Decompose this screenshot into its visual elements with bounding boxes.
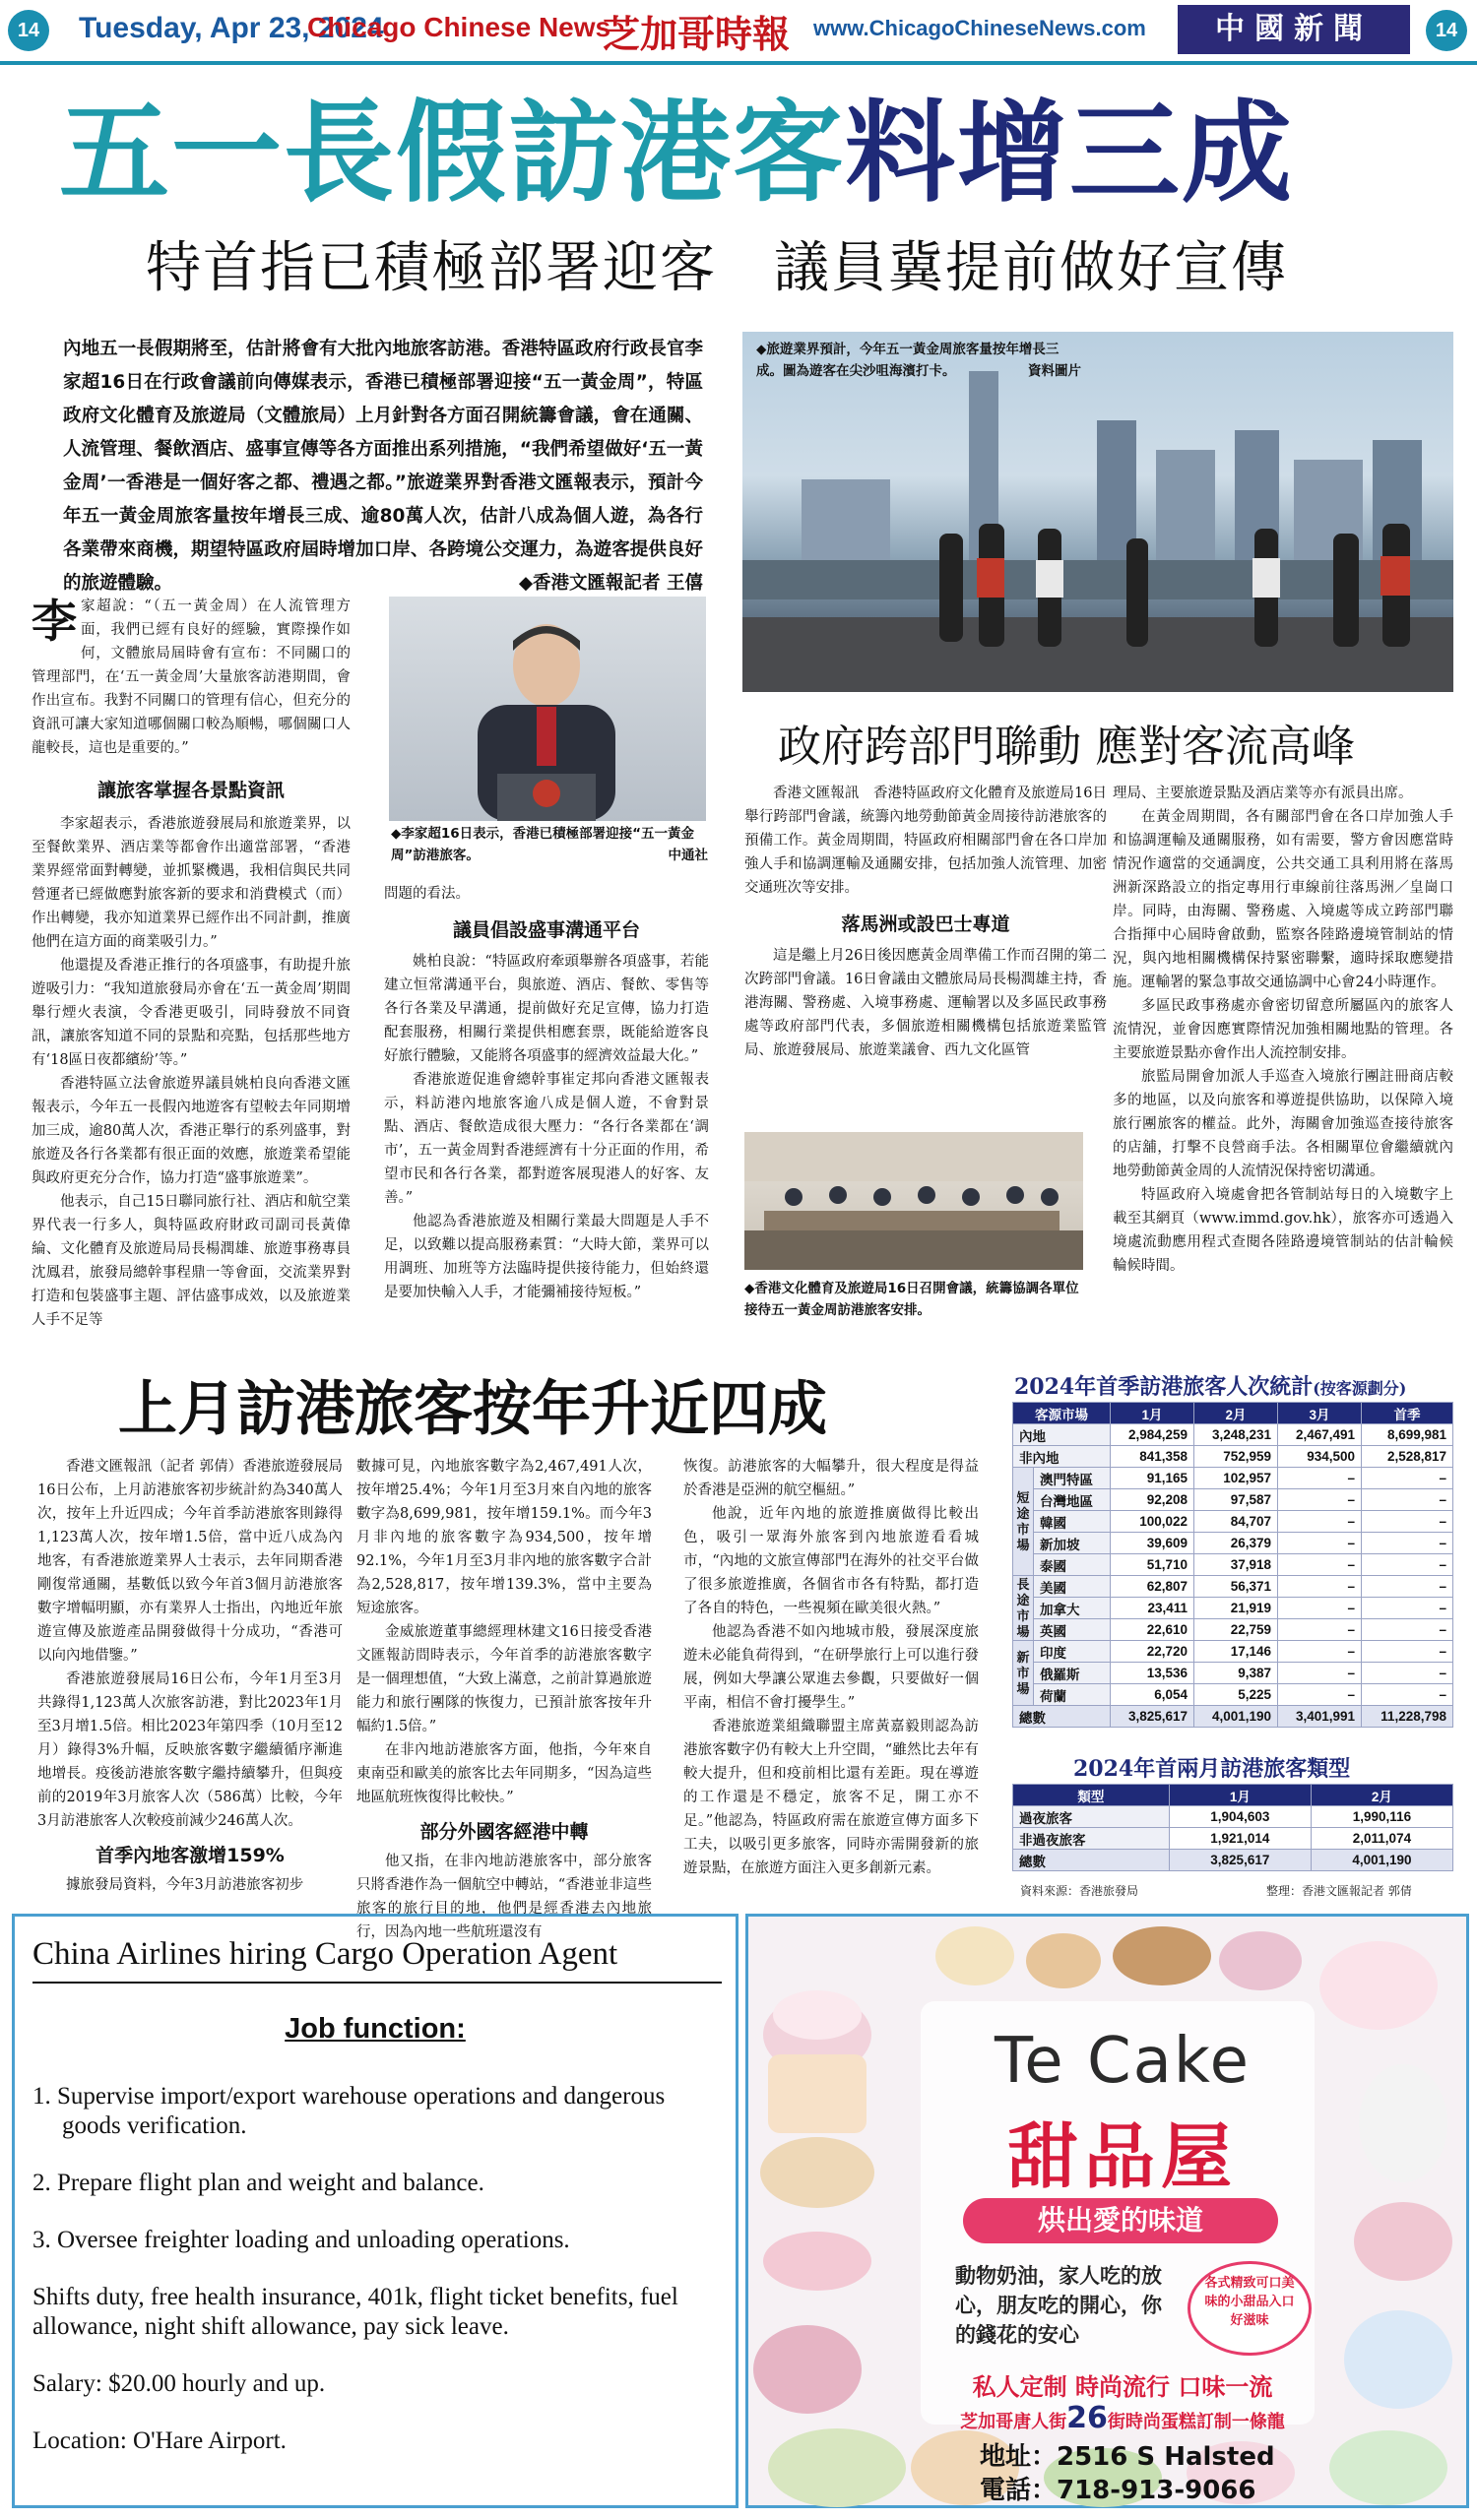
table-cell: 泰國	[1034, 1554, 1111, 1576]
table1-title-text: 2024年首季訪港旅客人次統計	[1014, 1374, 1314, 1400]
table-cell: 97,587	[1194, 1489, 1278, 1511]
table-cell: 22,759	[1194, 1619, 1278, 1641]
table-row	[1013, 1424, 1453, 1446]
ad-benefits: Shifts duty, free health insurance, 401k, flight ticket benefits, fuel allowance, night shift allowance, pay sick leave.	[32, 2284, 678, 2340]
publication-name-cn: 芝加哥時報	[603, 13, 791, 56]
table-cell: 56,371	[1194, 1576, 1278, 1598]
table-cell: 荷蘭	[1034, 1684, 1111, 1706]
table-cell: 3,825,617	[1169, 1850, 1311, 1871]
table-cell: –	[1278, 1533, 1362, 1554]
drop-cap: 李	[32, 595, 77, 648]
table-cell: –	[1362, 1598, 1453, 1619]
table-cell: –	[1362, 1619, 1453, 1641]
second-col1	[744, 782, 1107, 1058]
chief-executive-caption-text: ◆李家超16日表示，香港已積極部署迎接“五一黃金周”訪港旅客。	[391, 826, 695, 863]
third-col3-para3: 他認為香港不如內地城市般，發展深度旅遊未必能負荷得到，“在研學旅行上可以進行發展，例如大學讓公眾進去參觀，只要做好一個平南，相信不會打擾學生。”	[683, 1624, 979, 1711]
table-cell: –	[1362, 1576, 1453, 1598]
main-subheadline: 特首指已積極部署迎客 議員冀提前做好宣傳	[146, 236, 1288, 300]
table-cell: 澳門特區	[1034, 1468, 1111, 1489]
cake-badge: 各式精致可口美味的小甜品入口好滋味	[1188, 2261, 1312, 2356]
second-col2-para3: 多區民政事務處亦會密切留意所屬區內的旅客人流情況，並會因應實際情況加強相關地點的管理。各主要旅遊景點亦會作出人流控制安排。	[1113, 998, 1453, 1061]
third-col2	[356, 1455, 652, 1940]
harbour-photo-credit: 資料圖片	[1028, 363, 1081, 379]
table-cell: 2,528,817	[1362, 1446, 1453, 1468]
table-cell: 2,011,074	[1311, 1828, 1452, 1850]
harbour-photo-art	[742, 332, 1453, 692]
table-cell: –	[1278, 1511, 1362, 1533]
table-cell: 91,165	[1110, 1468, 1193, 1489]
main-col2-para2: 姚柏良說：“特區政府牽頭舉辦各項盛事，若能建立恒常溝通平台，與旅遊、酒店、餐飲、零售等各行各業及早溝通，提前做好充足宣傳，協力打造配套服務，相關行業提供相應套票，既能給遊客良好旅行體驗，又能將各項盛事的經濟效益最大化。”	[384, 954, 709, 1064]
second-col1-subhead: 落馬洲或設巴士專道	[841, 914, 1010, 935]
table-cell: –	[1362, 1663, 1453, 1684]
table-cell: 37,918	[1194, 1554, 1278, 1576]
main-headline-part2: 料增三成	[845, 89, 1294, 218]
third-col1-subhead: 首季內地客激增159%	[96, 1845, 285, 1866]
china-airlines-ad	[12, 1914, 738, 2508]
cake-tagline2	[926, 2401, 1319, 2435]
table-row	[1013, 1511, 1453, 1533]
third-col3-para1: 恢復。訪港旅客的大幅攀升，很大程度是得益於香港是亞洲的航空樞紐。”	[683, 1459, 979, 1498]
table-cell: 過夜旅客	[1013, 1806, 1170, 1828]
second-col1-para1: 香港文匯報訊 香港特區政府文化體育及旅遊局16日舉行跨部門會議，統籌內地勞動節黃金周接待訪港旅客的預備工作。黃金周期間，特區政府相關部門會在各口岸加強人手和協調運輸及通關安排，包括加強人流管理、加密交通班次等安排。	[744, 786, 1107, 896]
table-cell: 100,022	[1110, 1511, 1193, 1533]
te-cake-ad	[745, 1914, 1469, 2508]
table-group-label: 短途市場	[1013, 1468, 1034, 1576]
cake-phone: 電話：718-913-9066	[980, 2476, 1256, 2505]
table1-header-cell: 1月	[1110, 1403, 1193, 1424]
table-cell: 62,807	[1110, 1576, 1193, 1598]
table1-header-row	[1013, 1403, 1453, 1424]
table-cell: 934,500	[1278, 1446, 1362, 1468]
publication-name-en: Chicago Chinese News	[307, 12, 611, 42]
table-row	[1013, 1576, 1453, 1598]
table2	[1012, 1784, 1453, 1871]
table-compiler: 整理：香港文匯報記者 郭倩	[1266, 1884, 1412, 1898]
third-col2-subhead: 部分外國客經港中轉	[419, 1821, 589, 1843]
table-cell: 總數	[1013, 1850, 1170, 1871]
table-group-label: 長途市場	[1013, 1576, 1034, 1641]
table-row	[1013, 1828, 1453, 1850]
chief-executive-photo-art	[389, 597, 706, 821]
table-total-row	[1013, 1706, 1453, 1728]
second-headline: 政府跨部門聯動 應對客流高峰	[778, 722, 1355, 772]
ad-job-heading: Job function:	[285, 2013, 466, 2045]
main-col1-para5: 他表示，自己15日聯同旅行社、酒店和航空業界代表一行多人，與特區政府財政司副司長黃偉綸、文化體育及旅遊局局長楊潤雄、旅遊事務專員沈鳳君，旅發局總幹事程鼎一等會面，交流業界對打造和包裝盛事主題、評估盛事成效，以及旅遊業人手不足等	[32, 1194, 351, 1328]
table2-header-cell: 1月	[1169, 1785, 1311, 1806]
table-cell: 39,609	[1110, 1533, 1193, 1554]
meeting-photo-caption: ◆香港文化體育及旅遊局16日召開會議，統籌協調各單位接待五一黃金周訪港旅客安排。	[744, 1281, 1079, 1318]
table-row	[1013, 1806, 1453, 1828]
table-cell: 美國	[1034, 1576, 1111, 1598]
table-cell: 英國	[1034, 1619, 1111, 1641]
main-col1-text: 家超說：“（五一黃金周）在人流管理方面，我們已經有良好的經驗，實際操作如何，文體旅局屆時會有宣布：不同關口的管理部門，在‘五一黃金周’大量旅客訪港期間，會作出宣布。我對不同關口的管理有信心，但充分的資訊可讓大家知道哪個關口較為順暢，哪個關口人龍較長，這也是重要的。”	[32, 598, 351, 756]
third-col2-para3: 在非內地訪港旅客方面，他指，今年來自東南亞和歐美的旅客比去年同期多，“因為這些地區航班恢復得比較快。”	[356, 1742, 652, 1805]
main-col2-subhead: 議員倡設盛事溝通平台	[452, 919, 640, 941]
table-cell: 752,959	[1194, 1446, 1278, 1468]
table-row	[1013, 1489, 1453, 1511]
table-source: 資料來源：香港旅發局	[1020, 1884, 1139, 1898]
chief-executive-caption	[391, 823, 708, 866]
table-cell: 2,984,259	[1110, 1424, 1193, 1446]
third-col1-para2: 香港旅遊發展局16日公布，今年1月至3月共錄得1,123萬人次旅客訪港，對比2023年1月至3月增1.5倍。相比2023年第四季（10月至12月）錄得3%升幅，反映旅客數字繼續循序漸進地增長。疫後訪港旅客數字繼持續攀升，但與疫前的2019年3月旅客人次（586萬）比較，今年3月訪港旅客人次較疫前減少246萬人次。	[37, 1671, 343, 1829]
second-col2-para1: 理局、主要旅遊景點及酒店業等亦有派員出席。	[1113, 786, 1413, 801]
main-col1	[32, 595, 351, 1328]
table-cell: 23,411	[1110, 1598, 1193, 1619]
table1-header-cell: 2月	[1194, 1403, 1278, 1424]
table2-title: 2024年首兩月訪港旅客類型	[1073, 1756, 1351, 1782]
third-col1-para3: 據旅發局資料，今年3月訪港旅客初步	[66, 1877, 304, 1893]
table-cell: 台灣地區	[1034, 1489, 1111, 1511]
harbour-photo	[742, 332, 1453, 692]
third-col1	[37, 1455, 343, 1902]
table-cell: 俄羅斯	[1034, 1663, 1111, 1684]
table-cell: –	[1362, 1489, 1453, 1511]
table1-header-cell: 客源市場	[1013, 1403, 1111, 1424]
table-row	[1013, 1533, 1453, 1554]
table-cell: 3,825,617	[1110, 1706, 1193, 1728]
table-group-label: 新市場	[1013, 1641, 1034, 1706]
cake-tagline2-pre: 芝加哥唐人街	[960, 2412, 1067, 2432]
table-cell: 22,720	[1110, 1641, 1193, 1663]
table-cell: 17,146	[1194, 1641, 1278, 1663]
third-col3-para2: 他說，近年內地的旅遊推廣做得比較出色，吸引一眾海外旅客到內地旅遊看看城市，“內地的文旅宣傳部門在海外的社交平台做了很多旅遊推廣，各個省市各有特點，都打造了各自的特色，一些視頻在歐美很火熱。”	[683, 1506, 979, 1616]
page-number-left: 14	[8, 10, 49, 51]
section-label: 中國新聞	[1178, 5, 1410, 54]
table-cell: 3,401,991	[1278, 1706, 1362, 1728]
table-cell: 印度	[1034, 1641, 1111, 1663]
main-col1-subhead: 讓旅客掌握各景點資訊	[96, 780, 285, 801]
table1-title	[1014, 1370, 1406, 1401]
main-col2-text: 問題的看法。	[384, 886, 470, 902]
ad-location: Location: O'Hare Airport.	[32, 2427, 287, 2454]
table2-header-row	[1013, 1785, 1453, 1806]
table-cell: –	[1278, 1684, 1362, 1706]
table-cell: 8,699,981	[1362, 1424, 1453, 1446]
table-cell: 加拿大	[1034, 1598, 1111, 1619]
main-col1-para4: 香港特區立法會旅遊界議員姚柏良向香港文匯報表示，今年五一長假內地遊客有望較去年同期增加三成，逾80萬人次，香港正舉行的系列盛事，對旅遊及各行各業都有很正面的效應，旅遊業希望能與政府更充分合作，協力打造“盛事旅遊業”。	[32, 1076, 351, 1186]
table-cell: 5,225	[1194, 1684, 1278, 1706]
table-cell: 26,379	[1194, 1533, 1278, 1554]
main-col2-para4: 他認為香港旅遊及相關行業最大問題是人手不足，以致難以提高服務素質：“大時大節，業界可以用調班、加班等方法臨時提供接待能力，但始終還是要加快輸入人手，才能彌補接待短板。”	[384, 1214, 709, 1300]
chief-executive-photo-credit: 中通社	[668, 848, 708, 863]
table-cell: 韓國	[1034, 1511, 1111, 1533]
ad-job-item: 3. Oversee freighter loading and unloading operations.	[32, 2227, 570, 2253]
main-byline: ◆香港文匯報記者 王僖	[518, 573, 703, 594]
table-row	[1013, 1598, 1453, 1619]
cake-brand-en: Te Cake	[995, 2025, 1251, 2098]
table-cell: 3,248,231	[1194, 1424, 1278, 1446]
website-link[interactable]: www.ChicagoChineseNews.com	[813, 16, 1146, 40]
table-cell: 內地	[1013, 1424, 1111, 1446]
table-cell: –	[1278, 1489, 1362, 1511]
table-cell: 非過夜旅客	[1013, 1828, 1170, 1850]
table-cell: –	[1278, 1619, 1362, 1641]
table-cell: 11,228,798	[1362, 1706, 1453, 1728]
main-col2-para3: 香港旅遊促進會總幹事崔定邦向香港文匯報表示，料訪港內地旅客逾八成是個人遊，不會對景點、酒店、餐飲造成很大壓力：“各行各業都在‘調市’，五一黃金周對香港經濟有十分正面的作用，希望市民和各行各業，都對遊客展現港人的好客、友善。”	[384, 1072, 709, 1206]
cake-address: 地址：2516 S Halsted	[980, 2442, 1275, 2472]
table-row	[1013, 1684, 1453, 1706]
meeting-photo	[744, 1132, 1083, 1270]
chief-executive-photo	[389, 597, 706, 821]
table-cell: –	[1278, 1554, 1362, 1576]
table2-header-cell: 類型	[1013, 1785, 1170, 1806]
table-cell: 21,919	[1194, 1598, 1278, 1619]
third-headline: 上月訪港旅客按年升近四成	[118, 1375, 827, 1444]
second-col2-para5: 特區政府入境處會把各管制站每日的入境數字上載至其網頁（www.immd.gov.hk），旅客亦可透過入境處流動應用程式查閱各陸路邊境管制站的估計輪候輪候時間。	[1113, 1187, 1453, 1274]
second-col2	[1113, 782, 1453, 1333]
main-lede-text: 內地五一長假期將至，估計將會有大批內地旅客訪港。香港特區政府行政長官李家超16日在行政會議前向傳媒表示，香港已積極部署迎接“五一黃金周”，特區政府文化體育及旅遊局（文體旅局）上月針對各方面召開統籌會議，會在通關、人流管理、餐飲酒店、盛事宣傳等各方面推出系列措施，“我們希望做好‘五一黃金周’一香港是一個好客之都、禮遇之都。”旅遊業界對香港文匯報表示，預計今年五一黃金周旅客量按年增長三成、逾80萬人次，估計八成為個人遊，為各行各業帶來商機，期望特區政府屆時增加口岸、各跨境公交運力，為遊客提供良好的旅遊體驗。	[63, 339, 703, 594]
issue-date: Tuesday, Apr 23, 2024	[79, 12, 384, 44]
ad-salary: Salary: $20.00 hourly and up.	[32, 2370, 326, 2397]
table-cell: 總數	[1013, 1706, 1111, 1728]
table-cell: –	[1362, 1468, 1453, 1489]
table-cell: 4,001,190	[1194, 1706, 1278, 1728]
ad-job-list	[32, 2082, 702, 2456]
table-cell: 1,921,014	[1169, 1828, 1311, 1850]
table1-title-note: (按客源劃分)	[1313, 1379, 1407, 1398]
table-cell: 1,904,603	[1169, 1806, 1311, 1828]
table1-header-cell: 首季	[1362, 1403, 1453, 1424]
table-cell: 4,001,190	[1311, 1850, 1452, 1871]
table-row	[1013, 1641, 1453, 1663]
main-col1-para2: 李家超表示，香港旅遊發展局和旅遊業界，以至餐飲業界、酒店業等都會作出適當部署，“香港業界經常面對轉變，並抓緊機遇，我相信與民共同營運者已經做應對旅客新的要求和消費模式（而）作出轉變，我亦知道業界已經作出不同計劃，推廣他們在這方面的商業吸引力。”	[32, 816, 351, 950]
main-col1-para3: 他還提及香港正推行的各項盛事，有助提升旅遊吸引力：“我知道旅發局亦會在‘五一黃金周’期間舉行煙火表演，令香港更吸引，同時發放不同資訊，讓旅客知道不同的景點和亮點，包括那些地方有‘18區日夜都繽紛’等。”	[32, 958, 351, 1068]
ad-title: China Airlines hiring Cargo Operation Agent	[32, 1936, 618, 1972]
cake-tagline2-num: 26	[1066, 2401, 1108, 2435]
table-total-row	[1013, 1850, 1453, 1871]
table-row	[1013, 1619, 1453, 1641]
ad-divider	[32, 1982, 722, 1984]
table-cell: 新加坡	[1034, 1533, 1111, 1554]
ad-job-item: 1. Supervise import/export warehouse operations and dangerous goods verification.	[32, 2083, 666, 2139]
page-number-right: 14	[1426, 10, 1467, 51]
table-row	[1013, 1468, 1453, 1489]
ad-job-item: 2. Prepare flight plan and weight and balance.	[32, 2170, 484, 2196]
cake-tagline2-post: 街時尚蛋糕訂制一條龍	[1107, 2412, 1285, 2432]
table-cell: 非內地	[1013, 1446, 1111, 1468]
meeting-photo-art	[744, 1132, 1083, 1270]
main-col2	[384, 882, 709, 1335]
table1-header-cell: 3月	[1278, 1403, 1362, 1424]
cake-slogan-badge: 烘出愛的味道	[963, 2198, 1278, 2243]
table-cell: 2,467,491	[1278, 1424, 1362, 1446]
table-cell: –	[1362, 1641, 1453, 1663]
table-cell: –	[1362, 1533, 1453, 1554]
third-col1-para1: 香港文匯報訊（記者 郭倩）香港旅遊發展局16日公布，上月訪港旅客初步統計約為340萬人次，按年上升近四成；今年首季訪港旅客則錄得1,123萬人次，按年增1.5倍，當中近八成為內地客，有香港旅遊業界人士表示，去年同期香港剛復常通關，基數低以致今年首3個月訪港旅客數字增幅明顯，亦有業界人士指出，內地近年旅遊宣傳及旅遊產品開發做得十分成功，“香港可以向內地借鑒。”	[37, 1459, 343, 1664]
main-headline-part1: 五一長假訪港客	[59, 89, 845, 218]
third-col3-para4: 香港旅遊業組織聯盟主席黃嘉毅則認為訪港旅客數字仍有較大上升空間，“雖然比去年有較大提升，但和疫前相比還有差距。現在導遊的工作還是不穩定，旅客不足，開工亦不足。”他認為，特區政府需在旅遊宣傳方面多下工夫，以吸引更多旅客，同時亦需開發新的旅遊景點，在旅遊方面注入更多創新元素。	[683, 1719, 979, 1876]
table-cell: –	[1278, 1663, 1362, 1684]
table-cell: –	[1278, 1576, 1362, 1598]
table-cell: –	[1362, 1684, 1453, 1706]
table-cell: 13,536	[1110, 1663, 1193, 1684]
table-cell: 51,710	[1110, 1554, 1193, 1576]
third-col2-para4: 他又指，在非內地訪港旅客中，部分旅客只將香港作為一個航空中轉站，“香港並非這些旅客的旅行目的地，他們是經香港去內地旅行，因為內地一些航班還沒有	[356, 1854, 652, 1940]
table-cell: 6,054	[1110, 1684, 1193, 1706]
table-cell: –	[1362, 1511, 1453, 1533]
cake-brand-cn: 甜品屋	[1006, 2115, 1238, 2198]
harbour-photo-caption	[756, 339, 1081, 382]
table-cell: –	[1278, 1641, 1362, 1663]
table1	[1012, 1402, 1453, 1728]
table-cell: 22,610	[1110, 1619, 1193, 1641]
table-cell: –	[1278, 1468, 1362, 1489]
main-lede	[63, 333, 703, 600]
table-cell: 9,387	[1194, 1663, 1278, 1684]
table-cell: 84,707	[1194, 1511, 1278, 1533]
second-col2-para2: 在黃金周期間，各有關部門會在各口岸加強人手和協調運輸及通關服務，如有需要，警方會因應當時情況作適當的交通調度，公共交通工具利用將在落馬洲新深路設立的指定專用行車線前往落馬洲／皇崗口岸。同時，由海關、警務處、入境處等成立跨部門聯合指揮中心屆時會啟動，監察各陸路邊境管制站的情況，與內地相關機構保持緊密聯繫，適時採取應變措施。運輸署的緊急事故交通協調中心會24小時運作。	[1113, 809, 1453, 990]
table-cell: –	[1278, 1598, 1362, 1619]
main-headline	[59, 65, 1438, 223]
cake-tagline: 私人定制 時尚流行 口味一流	[972, 2373, 1273, 2401]
table2-header-cell: 2月	[1311, 1785, 1452, 1806]
third-col3	[683, 1455, 979, 1902]
table-row	[1013, 1554, 1453, 1576]
table-cell: 92,208	[1110, 1489, 1193, 1511]
second-col1-para2: 這是繼上月26日後因應黃金周準備工作而召開的第二次跨部門會議。16日會議由文體旅局局長楊潤雄主持，香港海關、警務處、入境事務處、運輸署以及多區民政事務處等政府部門代表，多個旅遊相關機構包括旅遊業監管局、旅遊發展局、旅遊業議會、西九文化區管	[744, 948, 1107, 1058]
table-row	[1013, 1446, 1453, 1468]
table-cell: 102,957	[1194, 1468, 1278, 1489]
third-col2-para1: 數據可見，內地旅客數字為2,467,491人次，按年增25.4%；今年1月至3月來自內地的旅客數字為8,699,981，按年增159.1%。而今年3月非內地的旅客數字為934,500，按年增92.1%，今年1月至3月非內地的旅客數字合計為2,528,817，按年增139.3%，當中主要為短途旅客。	[356, 1459, 652, 1616]
table-cell: –	[1362, 1554, 1453, 1576]
cake-description: 動物奶油，家人吃的放心，朋友吃的開心，你的錢花的安心	[955, 2264, 1162, 2347]
table-cell: 1,990,116	[1311, 1806, 1452, 1828]
table-row	[1013, 1663, 1453, 1684]
table-cell: 841,358	[1110, 1446, 1193, 1468]
second-col2-para4: 旅監局開會加派人手巡查入境旅行團註冊商店較多的地區，以及向旅客和導遊提供協助，以保障入境旅行團旅客的權益。此外，海關會加強巡查接待旅客的店舖，打擊不良營商手法。各相關單位會繼續就內地勞動節黃金周的人流情況保持密切溝通。	[1113, 1069, 1453, 1179]
third-col2-para2: 金威旅遊董事總經理林建文16日接受香港文匯報訪問時表示，今年首季的訪港旅客數字是一個理想值，“大致上滿意，之前計算過旅遊能力和旅行團隊的恢復力，已預計旅客按年升幅約1.5倍。”	[356, 1624, 652, 1734]
harbour-caption-text: ◆旅遊業界預計，今年五一黃金周旅客量按年增長三成。圖為遊客在尖沙咀海濱打卡。	[756, 342, 1060, 379]
